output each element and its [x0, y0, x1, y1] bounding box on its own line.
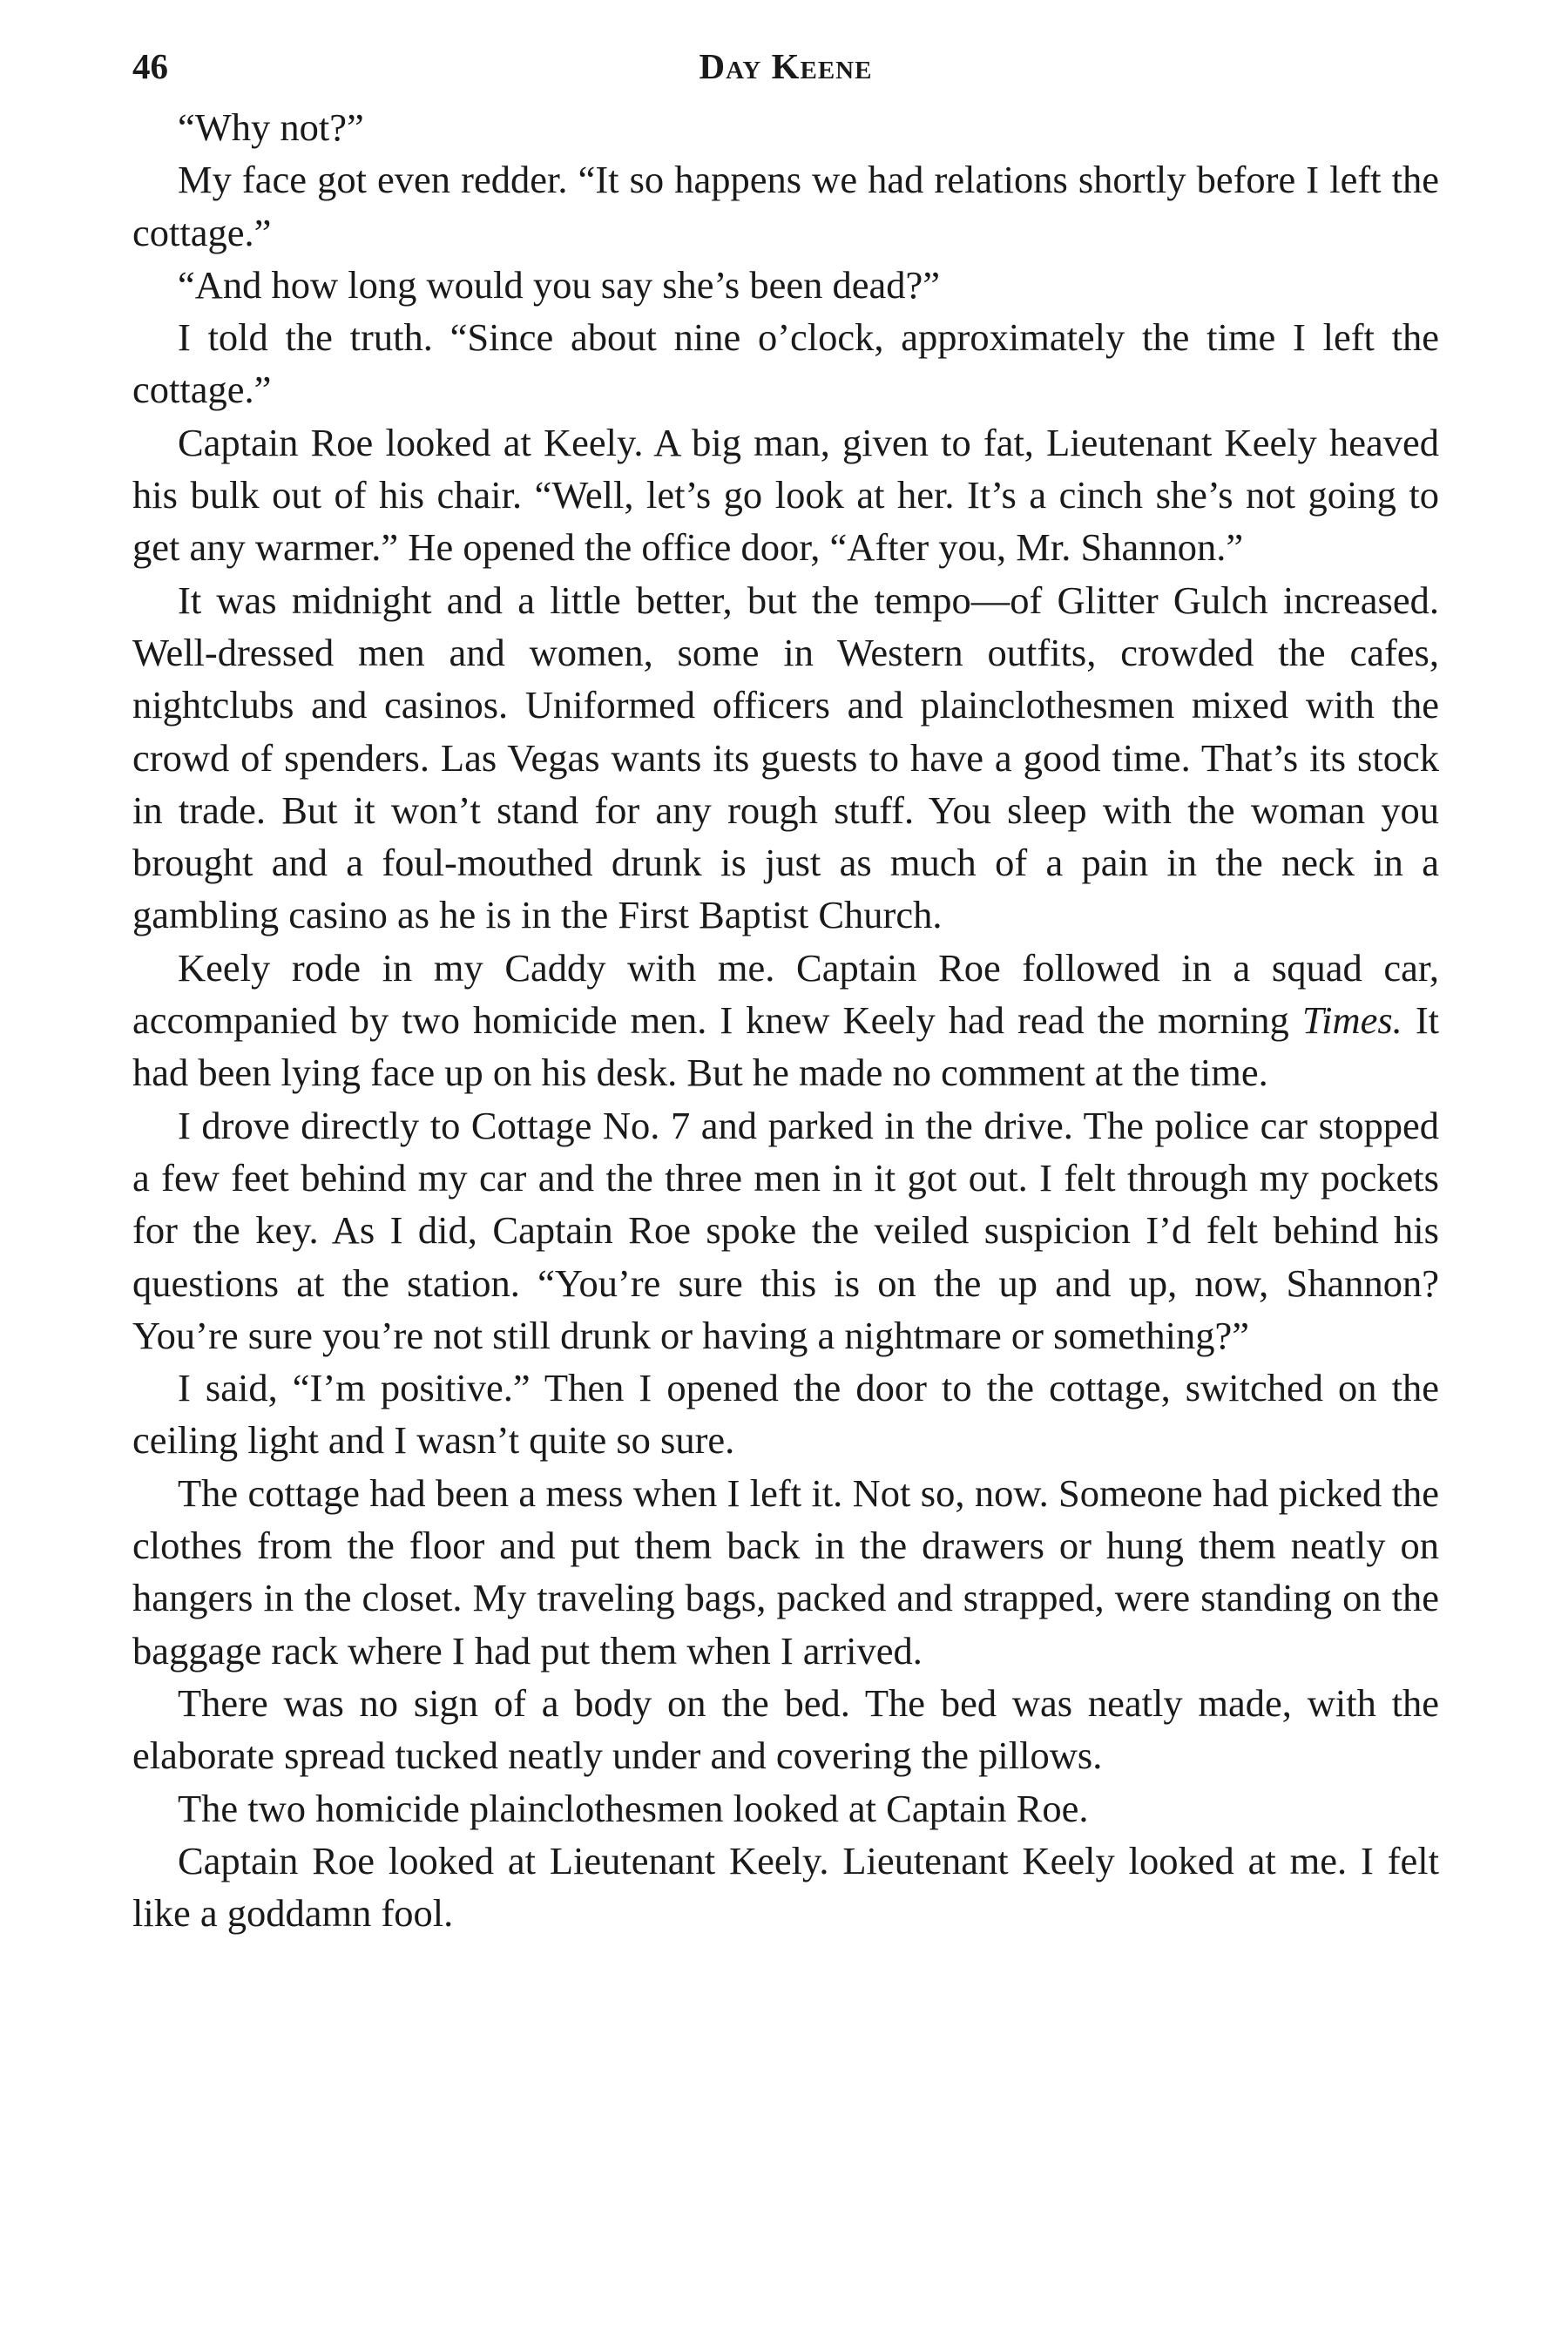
- running-head: [132, 42, 1439, 98]
- paragraph: There was no sign of a body on the bed. The bed was neatly made, with the elaborate spread tucked neatly under and covering the pillows.: [132, 1680, 1439, 1778]
- paragraph: The two homicide plainclothesmen looked at Captain Roe.: [178, 1786, 1089, 1830]
- paragraph: “And how long would you say she’s been dead?”: [178, 262, 940, 307]
- paragraph: My face got even redder. “It so happens we had relations shortly before I left the cottage.”: [132, 158, 1439, 254]
- newspaper-title: Times.: [1301, 998, 1402, 1043]
- paragraph: Captain Roe looked at Lieutenant Keely. Lieutenant Keely looked at me. I felt like a goddamn fool.: [132, 1838, 1439, 1936]
- paragraph: Captain Roe looked at Keely. A big man, given to fat, Lieutenant Keely heaved his bulk out of his chair. “Well, let’s go look at her. It’s a cinch she’s not going to get any warmer.” He opened the office door, “After you, Mr. Shannon.”: [132, 420, 1439, 570]
- body-text: [132, 101, 1439, 1939]
- paragraph: “Why not?”: [178, 105, 364, 149]
- paragraph: [132, 942, 1439, 1099]
- paragraph: I said, “I’m positive.” Then I opened the door to the cottage, switched on the ceiling light and I wasn’t quite so sure.: [132, 1366, 1439, 1463]
- paragraph: I drove directly to Cottage No. 7 and parked in the drive. The police car stopped a few feet behind my car and the three men in it got out. I felt through my pockets for the key. As I did, Captain Roe spoke the veiled suspicion I’d felt behind his questions at the station. “You’re sure this is on the up and up, now, Shannon? You’re sure you’re not still drunk or having a nightmare or something?”: [132, 1103, 1439, 1357]
- page-number: 46: [132, 46, 168, 86]
- paragraph-text: It had been lying face up on his desk. But he made no comment at the time.: [132, 998, 1439, 1095]
- running-title: Day Keene: [699, 46, 873, 86]
- paragraph: The cottage had been a mess when I left it. Not so, now. Someone had picked the clothes from the floor and put them back in the drawers or hung them neatly on hangers in the closet. My traveling bags, packed and strapped, were standing on the baggage rack where I had put them when I arrived.: [132, 1470, 1439, 1673]
- book-page: [132, 42, 1439, 1939]
- paragraph: It was midnight and a little better, but the tempo—of Glitter Gulch increased. Well-dressed men and women, some in Western outfits, crowded the cafes, nightclubs and casinos. Uniformed officers and plainclothesmen mixed with the crowd of spenders. Las Vegas wants its guests to have a good time. That’s its stock in trade. But it won’t stand for any rough stuff. You sleep with the woman you brought and a foul-mouthed drunk is just as much of a pain in the neck in a gambling casino as he is in the First Baptist Church.: [132, 578, 1439, 937]
- paragraph: I told the truth. “Since about nine o’clock, approximately the time I left the cottage.”: [132, 315, 1439, 412]
- paragraph-text: Keely rode in my Caddy with me. Captain Roe followed in a squad car, accompanied by two homicide men. I knew Keely had read the morning: [132, 945, 1439, 1043]
